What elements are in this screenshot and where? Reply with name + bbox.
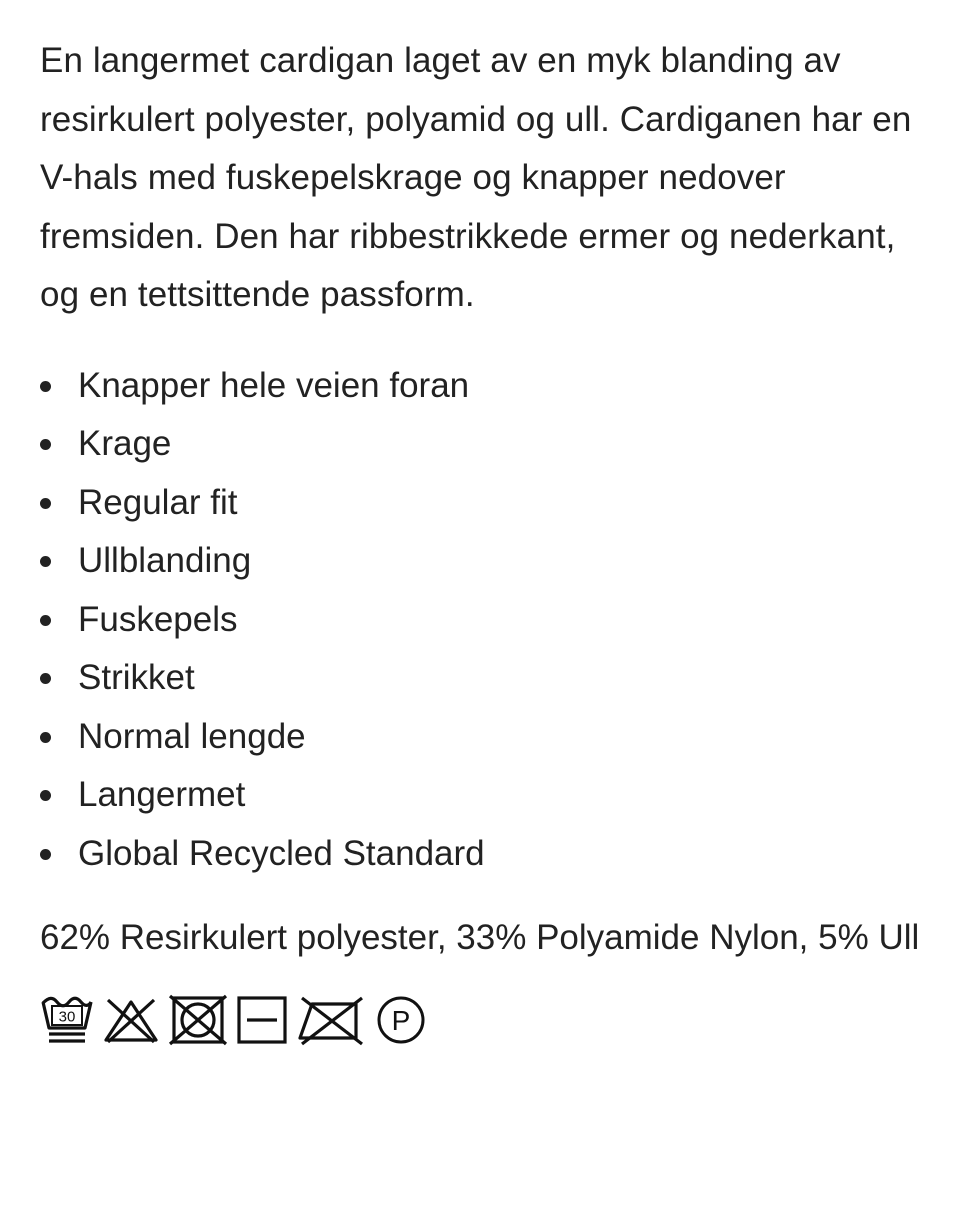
bullet-icon bbox=[40, 790, 51, 801]
feature-label: Langermet bbox=[78, 775, 246, 814]
feature-label: Regular fit bbox=[78, 482, 238, 522]
care-instructions bbox=[40, 990, 930, 1050]
bullet-icon bbox=[40, 439, 51, 450]
dry-clean-letter: P bbox=[391, 1004, 411, 1036]
bullet-icon bbox=[40, 556, 51, 567]
list-item bbox=[40, 708, 930, 767]
list-item bbox=[40, 474, 930, 533]
product-details bbox=[40, 32, 930, 1050]
list-item bbox=[40, 825, 930, 884]
feature-label: Strikket bbox=[78, 658, 195, 697]
feature-label: Global Recycled Standard bbox=[78, 833, 485, 873]
bullet-icon bbox=[40, 381, 51, 392]
professional-dry-clean-p-icon bbox=[374, 994, 428, 1046]
feature-list bbox=[40, 357, 930, 884]
feature-label: Krage bbox=[78, 424, 172, 463]
bullet-icon bbox=[40, 498, 51, 509]
product-description: En langermet cardigan laget av en myk blanding av resirkulert polyester, polyamid og ull. Cardiganen har en V-hals med fuskepelskrage og knapper nedover fremsiden. Den har ribbestrikkede ermer og nederkant, og en tettsittende passform. bbox=[40, 41, 912, 314]
bullet-icon bbox=[40, 615, 51, 626]
list-item bbox=[40, 357, 930, 416]
wash-30-gentle-icon bbox=[40, 994, 94, 1046]
bullet-icon bbox=[40, 673, 51, 684]
list-item bbox=[40, 649, 930, 708]
feature-label: Normal lengde bbox=[78, 716, 306, 756]
material-composition: 62% Resirkulert polyester, 33% Polyamide Nylon, 5% Ull bbox=[40, 918, 920, 957]
do-not-bleach-icon bbox=[102, 994, 160, 1046]
list-item bbox=[40, 532, 930, 591]
bullet-icon bbox=[40, 732, 51, 743]
list-item bbox=[40, 591, 930, 650]
list-item bbox=[40, 766, 930, 825]
wash-temperature-label: 30 bbox=[58, 1008, 76, 1025]
bullet-icon bbox=[40, 849, 51, 860]
feature-label: Fuskepels bbox=[78, 599, 238, 639]
do-not-iron-icon bbox=[296, 994, 366, 1046]
dry-flat-icon bbox=[236, 994, 288, 1046]
feature-label: Knapper hele veien foran bbox=[78, 365, 470, 405]
list-item bbox=[40, 415, 930, 474]
feature-label: Ullblanding bbox=[78, 541, 252, 580]
do-not-tumble-dry-icon bbox=[168, 994, 228, 1046]
